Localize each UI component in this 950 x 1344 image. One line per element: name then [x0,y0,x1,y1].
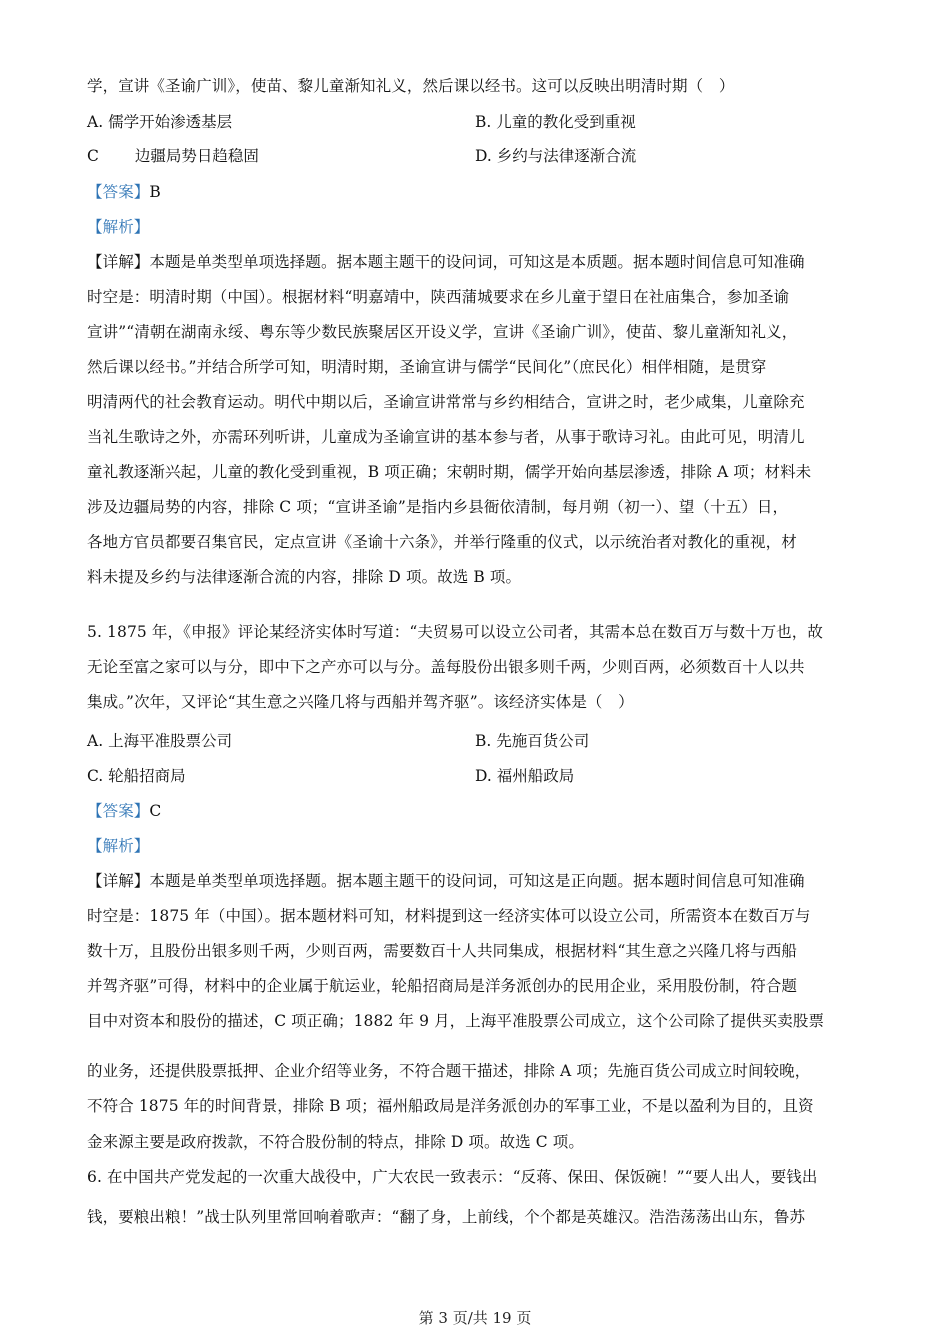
q4-detail-line: 明清两代的社会教育运动。明代中期以后，圣谕宣讲常常与乡约相结合，宣讲之时，老少咸集，儿童除充 [87,393,805,411]
q5-option-c: C. 轮船招商局 [87,767,186,785]
q4-detail-line: 各地方官员都要召集官民，定点宣讲《圣谕十六条》，并举行隆重的仪式，以示统治者对教化的重视，材 [87,533,797,551]
q5-detail-line: 的业务，还提供股票抵押、企业介绍等业务，不符合题干描述，排除 A 项；先施百货公司成立时间较晚， [87,1062,811,1080]
q4-detail-line: 童礼教逐渐兴起，儿童的教化受到重视，B 项正确；宋朝时期，儒学开始向基层渗透，排除 A 项；材料未 [87,463,812,481]
q4-detail-line: 当礼生歌诗之外，亦需环列听讲，儿童成为圣谕宣讲的基本参与者，从事于歌诗习礼。由此可见，明清儿 [87,428,805,446]
q5-detail-line: 不符合 1875 年的时间背景，排除 B 项；福州船政局是洋务派创办的军事工业，不是以盈利为目的，且资 [87,1097,814,1115]
q4-option-c: C 边疆局势日趋稳固 [87,147,259,165]
answer-label: 【答案】 [87,183,150,201]
q4-option-a: A. 儒学开始渗透基层 [87,113,233,131]
q5-option-d: D. 福州船政局 [475,767,575,785]
q4-analysis-label: 【解析】 [87,218,150,236]
detail-label: 【详解】 [87,872,150,890]
q5-analysis-label: 【解析】 [87,837,150,855]
q5-detail-line: 目中对资本和股份的描述，C 项正确；1882 年 9 月，上海平准股票公司成立，这个公司除了提供买卖股票 [87,1012,825,1030]
q5-stem-line: 5. 1875 年，《申报》评论某经济实体时写道：“夫贸易可以设立公司者，其需本总在数百万与数十万也，故 [87,623,823,641]
q5-option-b: B. 先施百货公司 [475,732,590,750]
q4-stem-tail: 学，宣讲《圣谕广训》，使苗、黎儿童渐知礼义，然后课以经书。这可以反映出明清时期（ ） [87,77,735,95]
q4-detail-line: 宣讲”“清朝在湖南永绥、粤东等少数民族聚居区开设义学，宣讲《圣谕广训》，使苗、黎儿童渐知礼义， [87,323,798,341]
q5-option-a: A. 上海平准股票公司 [87,732,233,750]
q4-option-d: D. 乡约与法律逐渐合流 [475,147,637,165]
q5-stem-line: 无论至富之家可以与分，即中下之产亦可以与分。盖每股份出银多则千两，少则百两，必须数百十人以共 [87,658,805,676]
detail-label: 【详解】 [87,253,150,271]
page-indicator: 第 3 页/共 19 页 [418,1309,532,1327]
answer-value: B [149,183,161,201]
answer-label: 【答案】 [87,802,150,820]
q4-answer [87,182,161,202]
q6-stem-line: 钱，要粮出粮！”战士队列里常回响着歌声：“翻了身，上前线，个个都是英雄汉。浩浩荡荡出山东，鲁苏 [87,1208,806,1226]
q5-detail-line: 数十万，且股份出银多则千两，少则百两，需要数百十人共同集成，根据材料“其生意之兴隆几将与西船 [87,942,798,960]
q4-detail-line: 涉及边疆局势的内容，排除 C 项；“宣讲圣谕”是指内乡县衙依清制，每月朔（初一）、望（十五）日， [87,498,789,516]
q4-option-b: B. 儿童的教化受到重视 [475,113,636,131]
q6-stem-line: 6. 在中国共产党发起的一次重大战役中，广大农民一致表示：“反蒋、保田、保饭碗！”“要人出人，要钱出 [87,1168,818,1186]
answer-value: C [149,802,162,820]
q4-detail-line: 然后课以经书。”并结合所学可知，明清时期，圣谕宣讲与儒学“民间化”（庶民化）相伴相随，是贯穿 [87,358,767,376]
q4-detail-line: 料未提及乡约与法律逐渐合流的内容，排除 D 项。故选 B 项。 [87,568,522,586]
q4-detail-line: 【详解】本题是单类型单项选择题。据本题主题干的设问词，可知这是本质题。据本题时间信息可知准确 [87,253,805,271]
q5-detail-line: 【详解】本题是单类型单项选择题。据本题主题干的设问词，可知这是正向题。据本题时间信息可知准确 [87,872,805,890]
q5-answer [87,801,161,821]
q4-detail-line: 时空是：明清时期（中国）。根据材料“明嘉靖中，陕西蒲城要求在乡儿童于望日在社庙集合，参加圣谕 [87,288,790,306]
q5-stem-line: 集成。”次年，又评论“其生意之兴隆几将与西船并驾齐驱”。该经济实体是（ ） [87,693,634,711]
q5-detail-line: 金来源主要是政府拨款，不符合股份制的特点，排除 D 项。故选 C 项。 [87,1133,584,1151]
q5-detail-line: 并驾齐驱”可得，材料中的企业属于航运业，轮船招商局是洋务派创办的民用企业，采用股份制，符合题 [87,977,798,995]
q5-detail-line: 时空是：1875 年（中国）。据本题材料可知，材料提到这一经济实体可以设立公司，所需资本在数百万与 [87,907,811,925]
